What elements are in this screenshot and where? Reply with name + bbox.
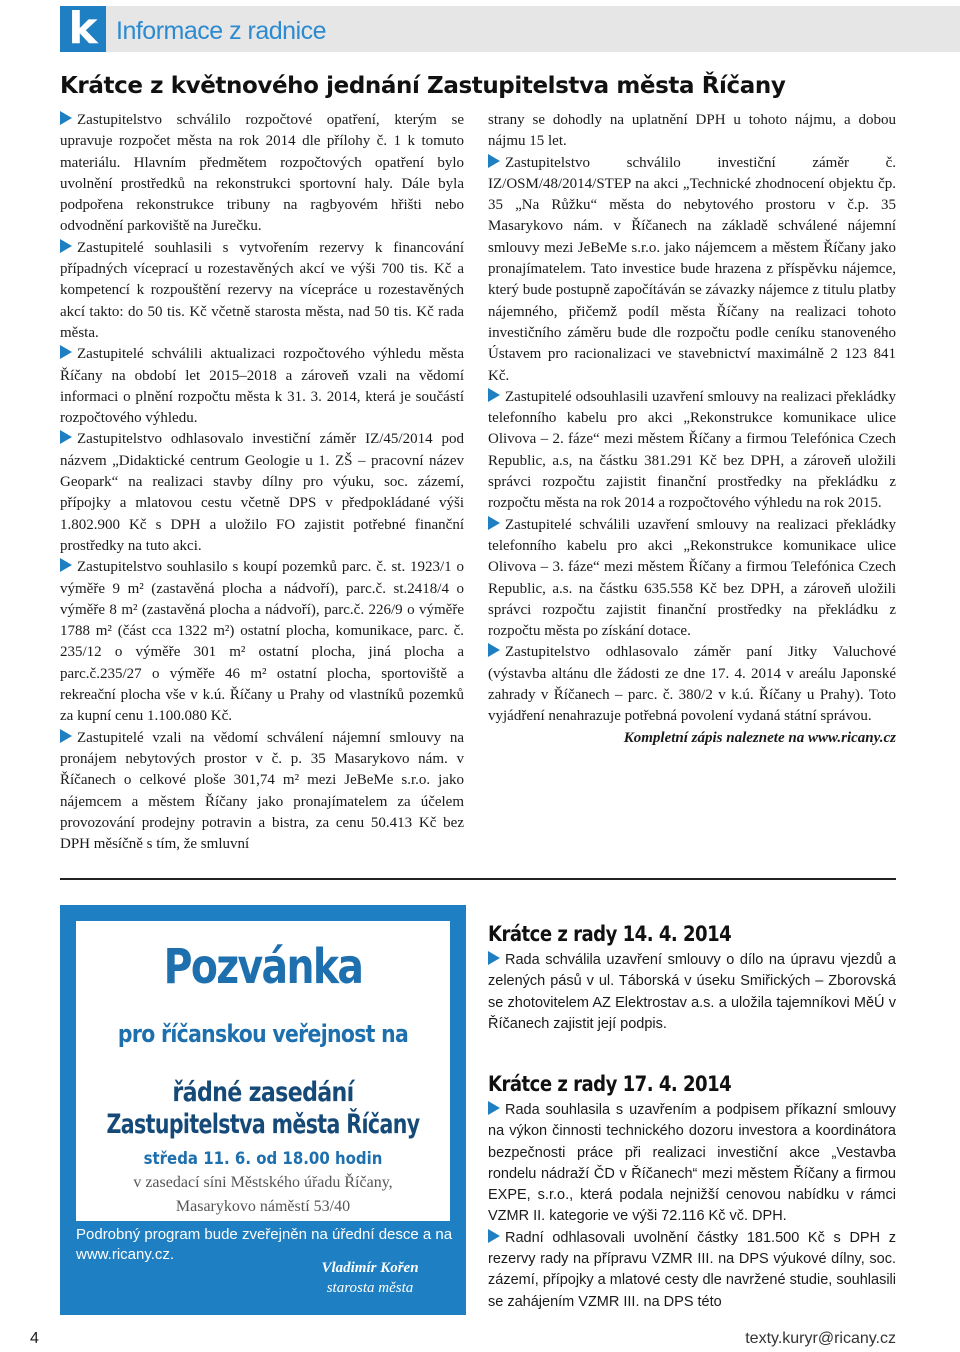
bullet-triangle-icon bbox=[488, 1101, 500, 1115]
kuryr-logo: k bbox=[60, 6, 106, 52]
bullet-triangle-icon bbox=[488, 951, 500, 965]
invitation-meeting-type: řádné zasedání bbox=[172, 1077, 354, 1108]
article-paragraph: Zastupitelé vzali na vědomí schválení nájemní smlouvy na pronájem nebytových prostor v č. p. 35 Masarykovo nám. v Říčanech o celkové ploše 301,74 m² mezi JeBeMe s.r.o. jako nájemcem a městem Říčany jako pronajímatelem za účelem provozování prodejny potravin a bistra, za cenu 50.413 Kč bez DPH měsíčně s tím, že smluvní bbox=[60, 729, 464, 853]
bullet-triangle-icon bbox=[488, 1229, 500, 1243]
article-paragraph-continuation: strany se dohodly na uplatnění DPH u tohoto nájmu, a dobou nájmu 15 let. bbox=[488, 112, 896, 150]
invitation-meeting-body: Zastupitelstva města Říčany bbox=[106, 1109, 420, 1140]
signer-name: Vladimír Kořen bbox=[321, 1260, 419, 1276]
council-brief-item: Radní odhlasovali uvolnění částky 181.500 Kč s DPH z rezervy rady na přípravu VZMR III. na DPS výukové dílny, soc. zázemí, přípojky a mlatové cesty dle navržené studie, souhlasili se zahájením VZMR III. na DPS této bbox=[488, 1229, 896, 1310]
bullet-triangle-icon bbox=[60, 111, 72, 125]
article-paragraph: Zastupitelé schválili aktualizaci rozpočtového výhledu města Říčany na období let 2015–2018 a zároveň vzali na vědomí informaci o plnění rozpočtu města k 31. 3. 2014, která je součástí rozpočtového výhledu. bbox=[60, 346, 464, 427]
invitation-program-note: Podrobný program bude zveřejněn na úřední desce a na www.ricany.cz. bbox=[76, 1226, 453, 1263]
invitation-box bbox=[60, 905, 466, 1315]
bullet-triangle-icon bbox=[488, 643, 500, 657]
article-paragraph: Zastupitelstvo schválilo rozpočtové opatření, kterým se upravuje rozpočet města na rok 2014 dle přílohy č. 1 k tomuto materiálu. Hlavním předmětem rozpočtových opatření bylo uvolnění prostředků na rekonstrukci sportovní haly. Dále byla podpořena rekonstrukce tribuny na ragbyovém hřišti nebo odvodnění parkoviště na Jurečku. bbox=[60, 112, 464, 235]
section-divider bbox=[60, 878, 896, 880]
article-paragraph: Zastupitelstvo schválilo investiční záměr č. IZ/OSM/48/2014/STEP na akci „Technické zhodnocení objektu čp. 35 „Na Růžku“ města do nebytového prostoru v č.p. 35 Masarykovo nám. v Říčanech na základě schválené nájemní smlouvy mezi JeBeMe s.r.o. jako nájemcem a městem Říčany jako pronajímatelem. Tato investice bude hrazena z příspěvku nájemce, který bude postupně započítáván se závazky nájemce z titulu platby nájemného, přičemž podíl města Říčany na realizaci tohoto investičního záměru bude dle rozpočtu podle ceníku stanoveného Ústavem pro racionalizaci ve stavebnictví maximálně 2 123 841 Kč. bbox=[488, 154, 896, 384]
article-column-right bbox=[488, 110, 896, 749]
article-paragraph: Zastupitelé odsouhlasili uzavření smlouvy na realizaci překládky telefonního kabelu pro akci „Rekonstrukce komunikace ulice Olivova – 2. fáze“ mezi městem Říčany a firmou Telefónica Czech Republic, a.s, na částku 381.291 Kč bez DPH, a zároveň uložili správci rozpočtu zajistit finanční prostředky na překládku z rozpočtu města na rok 2014 a rozpočtového výhledu na rok 2015. bbox=[488, 388, 896, 512]
invitation-card bbox=[76, 921, 450, 1215]
council-brief-item: Rada souhlasila s uzavřením a podpisem příkazní smlouvy na výkon činnosti technického dozoru investora a koordinátora bezpečnosti práce při realizaci investiční akce „Vestavba rondelu nádraží ČD v Říčanech“ mezi městem Říčany a firmou EXPE, s.r.o., která podala nejnižší cenovou nabídku v rámci VZMR II. kategorie ve výši 72.116 Kč vč. DPH. bbox=[488, 1102, 896, 1225]
council-brief-heading: Krátce z rady 14. 4. 2014 bbox=[488, 922, 732, 946]
article-paragraph: Zastupitelé souhlasili s vytvořením rezervy k financování případných víceprací u rozestavěných akcí ve výši 700 tis. Kč a kompetencí k rozpouštění rezervy na vícepráce u rozestavěných akcí takto: do 50 tis. Kč včetně starosta města, nad 50 tis. Kč rada města. bbox=[60, 239, 464, 341]
article-paragraph: Zastupitelstvo souhlasilo s koupí pozemků parc. č. st. 1923/1 o výměře 9 m² (zastavěná plocha a nádvoří), parc.č. st.2418/4 o výměře 8 m² (zastavěná plocha a nádvoří), parc.č. 226/9 o výměře 1788 m² (část cca 1322 m²) ostatní plocha, komunikace, parc. č. 235/12 o výměře 301 m² ostatní plocha, jiná plocha a parc.č.235/27 o výměře 46 m² ostatní plocha, sportoviště a rekreační plocha vše v k.ú. Říčany u Prahy od vlastníků pozemků za kupní cenu 1.100.080 Kč. bbox=[60, 559, 464, 725]
bullet-triangle-icon bbox=[488, 154, 500, 168]
bullet-triangle-icon bbox=[60, 729, 72, 743]
article-paragraph: Zastupitelstvo odhlasovalo investiční záměr IZ/45/2014 pod názvem „Didaktické centrum Geologie u 1. ZŠ – pracovní název Geopark“ na realizaci stavby dílny pro výuku, soc. zázemí, přípojky a mlatovou cestu včetně DPS v předpokládané výši 1.802.900 Kč s DPH a uložilo FO zajistit potřebné finanční prostředky na tuto akci. bbox=[60, 431, 464, 554]
council-brief-17-4 bbox=[488, 1070, 896, 1313]
council-brief-item: Rada schválila uzavření smlouvy o dílo na úpravu vjezdů a zelených pásů v ul. Táborská v úseku Smiřických – Zborovská se zhotovitelem AZ Elektrostav a.s. a uložila tajemníkovi MěÚ v Říčanech zajistit její podpis. bbox=[488, 952, 896, 1032]
section-title: Informace z radnice bbox=[116, 17, 327, 45]
bullet-triangle-icon bbox=[60, 558, 72, 572]
article-paragraph: Zastupitelé schválili uzavření smlouvy na realizaci překládky telefonního kabelu pro akci „Rekonstrukce komunikace ulice Olivova – 3. fáze“ mezi městem Říčany a firmou Telefónica Czech Republic, a.s. na částku 635.558 Kč bez DPH, a zároveň uložili správci rozpočtu zajistit finanční prostředky na překládku z rozpočtu města po získání dotace. bbox=[488, 516, 896, 640]
bullet-triangle-icon bbox=[488, 516, 500, 530]
invitation-signature bbox=[290, 1258, 450, 1298]
bullet-triangle-icon bbox=[60, 430, 72, 444]
bullet-triangle-icon bbox=[60, 239, 72, 253]
invitation-date: středa 11. 6. od 18.00 hodin bbox=[143, 1149, 383, 1169]
signer-role: starosta města bbox=[326, 1280, 414, 1296]
bullet-triangle-icon bbox=[60, 345, 72, 359]
article-column-left bbox=[60, 110, 464, 855]
council-brief-14-4 bbox=[488, 920, 896, 1035]
article-headline: Krátce z květnového jednání Zastupitelstva města Říčany bbox=[60, 73, 786, 99]
page-number: 4 bbox=[30, 1330, 39, 1347]
council-brief-heading: Krátce z rady 17. 4. 2014 bbox=[488, 1072, 732, 1096]
invitation-title: Pozvánka bbox=[163, 939, 363, 995]
invitation-place-line1: v zasedací síni Městského úřadu Říčany, bbox=[133, 1174, 393, 1191]
invitation-place-line2: Masarykovo náměstí 53/40 bbox=[175, 1198, 351, 1215]
full-record-link: Kompletní zápis naleznete na www.ricany.cz bbox=[623, 729, 896, 746]
invitation-subtitle: pro říčanskou veřejnost na bbox=[117, 1020, 409, 1048]
contact-email: texty.kuryr@ricany.cz bbox=[745, 1330, 896, 1347]
bullet-triangle-icon bbox=[488, 388, 500, 402]
article-paragraph: Zastupitelstvo odhlasovalo záměr paní Jitky Valuchové (výstavba altánu dle žádosti ze dne 17. 4. 2014 v areálu Japonské zahrady v Říčanech – parc. č. 380/2 v k.ú. Říčany u Prahy). Toto vyjádření nenahrazuje potřebná povolení vydaná státní správou. bbox=[488, 644, 896, 725]
